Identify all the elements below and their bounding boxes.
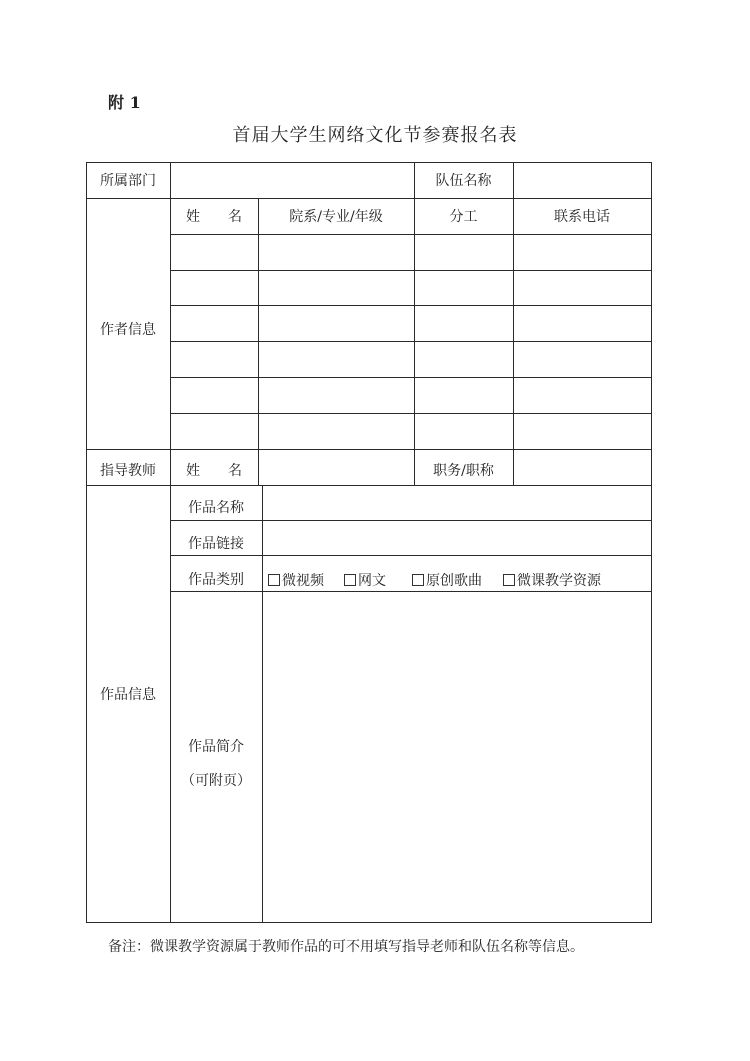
work-info-label: 作品信息 <box>100 687 156 703</box>
work-intro-note: （可附页） <box>181 773 251 789</box>
department-field[interactable] <box>171 163 414 198</box>
advisor-label: 指导教师 <box>100 463 156 479</box>
row-divider <box>170 234 652 235</box>
category-option-label: 微课教学资源 <box>517 573 601 589</box>
col-header-dept-major-grade: 院系/专业/年级 <box>289 209 383 225</box>
row-divider <box>170 305 652 306</box>
footnote: 备注：微课教学资源属于教师作品的可不用填写指导老师和队伍名称等信息。 <box>108 939 584 955</box>
work-intro-field[interactable] <box>263 592 651 922</box>
category-option-micro-video[interactable] <box>268 570 324 590</box>
col-divider <box>513 162 514 449</box>
row-divider <box>170 555 652 556</box>
work-link-field[interactable] <box>263 521 651 555</box>
category-option-label: 网文 <box>358 573 386 589</box>
col-header-name: 姓 名 <box>186 209 242 225</box>
work-intro-label: 作品简介 <box>188 739 244 755</box>
department-label: 所属部门 <box>100 173 156 189</box>
work-link-label: 作品链接 <box>188 536 244 552</box>
category-option-label: 原创歌曲 <box>426 573 482 589</box>
category-option-label: 微视频 <box>282 573 324 589</box>
work-category-label: 作品类别 <box>188 572 244 588</box>
row-divider <box>170 341 652 342</box>
team-name-label: 队伍名称 <box>435 173 492 189</box>
row-divider <box>170 270 652 271</box>
author-info-label: 作者信息 <box>100 322 156 338</box>
col-header-role: 分工 <box>449 209 478 225</box>
col-header-phone: 联系电话 <box>554 209 610 225</box>
team-name-field[interactable] <box>514 163 651 198</box>
col-divider <box>258 198 259 449</box>
checkbox-icon[interactable] <box>412 574 424 586</box>
work-name-label: 作品名称 <box>188 500 244 516</box>
row-divider <box>170 377 652 378</box>
advisor-name-field[interactable] <box>259 450 414 485</box>
row-divider <box>170 413 652 414</box>
advisor-position-field[interactable] <box>514 450 651 485</box>
table-border-right <box>651 162 652 922</box>
form-title: 首届大学生网络文化节参赛报名表 <box>232 125 518 146</box>
table-border-bottom <box>86 922 652 923</box>
category-option-web-article[interactable] <box>344 570 386 590</box>
checkbox-icon[interactable] <box>268 574 280 586</box>
advisor-name-label: 姓 名 <box>186 463 242 479</box>
annex-label: 附 1 <box>108 93 141 112</box>
work-name-field[interactable] <box>263 486 651 520</box>
advisor-position-label: 职务/职称 <box>433 463 494 479</box>
category-option-original-song[interactable] <box>412 570 482 590</box>
checkbox-icon[interactable] <box>503 574 515 586</box>
checkbox-icon[interactable] <box>344 574 356 586</box>
category-option-micro-course[interactable] <box>503 570 601 590</box>
table-border-left <box>86 162 87 922</box>
